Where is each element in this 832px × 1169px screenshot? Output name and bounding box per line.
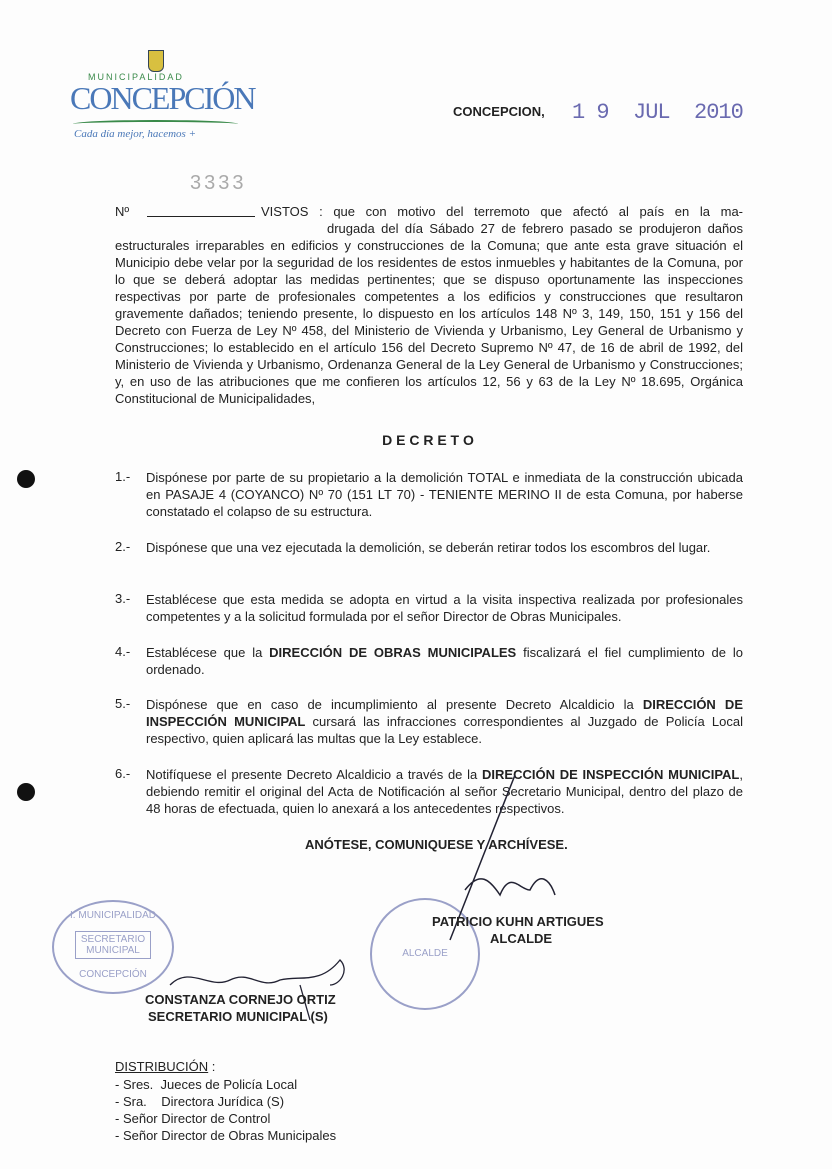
decree-item: [115, 696, 743, 747]
item-text: [146, 539, 743, 556]
item-number: 4.-: [115, 644, 131, 659]
item-text-bold: DIRECCIÓN DE OBRAS MUNICIPALES: [269, 645, 517, 660]
decree-item: [115, 591, 743, 625]
number-label: Nº: [115, 204, 130, 219]
distribution-item: - Señor Director de Control: [115, 1111, 271, 1126]
distribution-item: - Sra. Directora Jurídica (S): [115, 1094, 285, 1109]
city-label: CONCEPCION,: [453, 104, 545, 119]
mayor-title: ALCALDE: [490, 931, 553, 946]
item-number: 6.-: [115, 766, 131, 781]
item-text-part: Dispónese que una vez ejecutada la demolición, se deberán retirar todos los escombros del lugar.: [146, 540, 711, 555]
punch-hole: [17, 470, 35, 488]
decree-item: [115, 644, 743, 678]
item-text-part: Dispónese por parte de su propietario a la demolición TOTAL e inmediata de la construcción ubicada en PASAJE 4 (COYANCO) Nº 70 (151 LT 70) - TENIENTE MERINO II de esta Comuna, por haberse constatado el colapso de su estructura.: [146, 470, 743, 519]
vistos-indent-line: drugada del día Sábado 27 de febrero pasado se produjeron daños: [327, 221, 743, 236]
item-text-part: Establécese que esta medida se adopta en virtud a la visita inspectiva realizada por profesionales competentes y a la solicitud formulada por el señor Director de Obras Municipales.: [146, 592, 743, 624]
item-text: [146, 696, 743, 747]
item-text: [146, 644, 743, 678]
distribution-title: DISTRIBUCIÓN: [115, 1059, 209, 1074]
mayor-signature: [420, 760, 600, 960]
decree-item: [115, 469, 743, 520]
distribution-heading: [115, 1059, 215, 1074]
decree-number: 3333: [190, 172, 247, 194]
decreto-title: D E C R E T O: [382, 432, 474, 448]
logo-top-text: MUNICIPALIDAD: [88, 72, 184, 82]
logo-tagline: Cada día mejor, hacemos +: [74, 128, 196, 140]
item-text-part: Dispónese que en caso de incumplimiento al presente Decreto Alcaldicio la: [146, 697, 643, 712]
date-stamp: 1 9 JUL 2010: [572, 100, 743, 125]
distribution-list: [115, 1076, 336, 1144]
item-number: 5.-: [115, 696, 131, 711]
vistos-first-line: VISTOS : que con motivo del terremoto que afectó al país en la ma-: [261, 204, 743, 219]
secretary-title: SECRETARIO MUNICIPAL (S): [148, 1009, 328, 1024]
stamp-text: ALCALDE: [402, 948, 448, 959]
stamp-text: SECRETARIO MUNICIPAL: [75, 931, 151, 959]
number-line: [147, 216, 255, 217]
item-text-part: cursará las infracciones correspondientes al Juzgado de Policía Local respectivo, quien aplicará las multas que la Ley establece.: [146, 714, 743, 746]
closing-formula: ANÓTESE, COMUNIQUESE Y ARCHÍVESE.: [305, 837, 568, 852]
decree-item: [115, 539, 743, 556]
item-text-part: fiscalizará el fiel cumplimiento de lo ordenado.: [146, 645, 743, 677]
secretary-name: CONSTANZA CORNEJO ORTIZ: [145, 992, 336, 1007]
punch-hole: [17, 783, 35, 801]
distribution-colon: :: [208, 1059, 216, 1074]
coat-of-arms-icon: [148, 50, 164, 72]
logo-name: CONCEPCIÓN: [70, 80, 255, 116]
item-text-bold: DIRECCIÓN DE INSPECCIÓN MUNICIPAL: [146, 697, 743, 729]
item-text-bold: DIRECCIÓN DE INSPECCIÓN MUNICIPAL: [482, 767, 740, 782]
municipal-logo: [68, 50, 255, 150]
vistos-body: estructurales irreparables en edificios y construcciones de la Comuna; que ante esta grave situación el Municipio debe velar por la seguridad de los residentes de estos inmuebles y habitantes de la Comuna, por lo que se deberá adoptar las medidas pertinentes; que se dispuso oportunamente las inspecciones respectivas por parte de profesionales competentes a los edificios y construcciones que resultaron gravemente dañados; teniendo presente, lo dispuesto en los artículos 148 Nº 3, 149, 150, 151 y 156 del Decreto con Fuerza de Ley Nº 458, del Ministerio de Vivienda y Urbanismo, Ley General de Urbanismo y Construcciones; lo establecido en el artículo 156 del Decreto Supremo Nº 47, de 16 de abril de 1992, del Ministerio de Vivienda y Urbanismo, Ordenanza General de la Ley General de Urbanismo y Construcciones; y, en uso de las atribuciones que me confieren los artículos 12, 56 y 63 de la Ley Nº 18.695, Orgánica Constitucional de Municipalidades,: [115, 238, 743, 406]
item-text: [146, 591, 743, 625]
logo-swoosh: [73, 120, 238, 128]
distribution-item: - Sres. Jueces de Policía Local: [115, 1077, 298, 1092]
stamp-text: I. MUNICIPALIDAD: [70, 910, 156, 921]
item-number: 3.-: [115, 591, 131, 606]
item-number: 2.-: [115, 539, 131, 554]
mayor-name: PATRICIO KUHN ARTIGUES: [432, 914, 604, 929]
item-text-part: Notifíquese el presente Decreto Alcaldicio a través de la: [146, 767, 483, 782]
stamp-text: CONCEPCIÓN: [79, 969, 147, 980]
item-number: 1.-: [115, 469, 131, 484]
item-text-part: Establécese que la: [146, 645, 270, 660]
distribution-item: - Señor Director de Obras Municipales: [115, 1128, 337, 1143]
item-text: [146, 469, 743, 520]
item-text-part: , debiendo remitir el original del Acta de Notificación al señor Secretario Municipal, dentro del plazo de 48 horas de efectuada, quien lo anexará a los antecedentes respectivos.: [146, 767, 744, 816]
